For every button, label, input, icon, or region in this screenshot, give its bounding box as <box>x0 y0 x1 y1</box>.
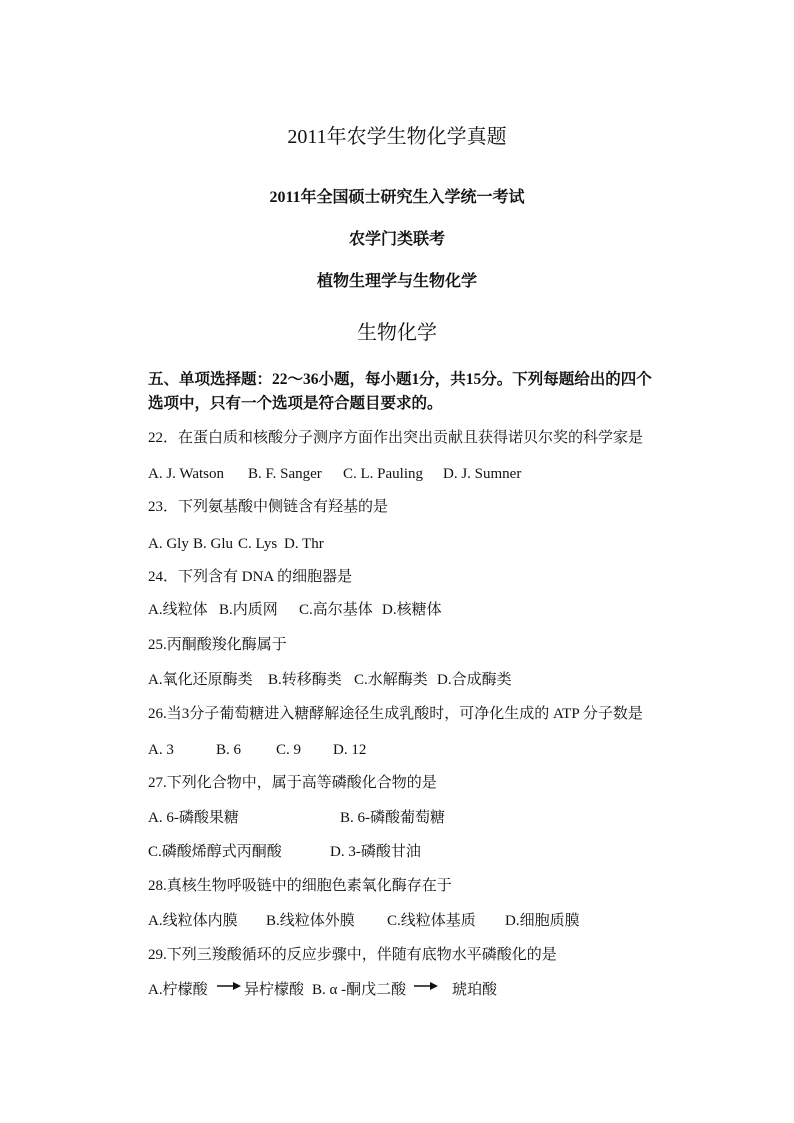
question-26-stem: 26.当3分子葡萄糖进入糖酵解途径生成乳酸时，可净化生成的 ATP 分子数是 <box>148 706 643 722</box>
question-27-option-c: C.磷酸烯醇式丙酮酸 <box>148 844 282 860</box>
exam-category: 农学门类联考 <box>348 231 445 248</box>
question-26-option-c: C. 9 <box>276 742 302 758</box>
question-24-option-c: C.高尔基体 <box>299 602 373 618</box>
question-24-option-a: A.线粒体 <box>148 602 208 618</box>
question-24-option-d: D.核糖体 <box>382 602 442 618</box>
question-25-option-a: A.氧化还原酶类 <box>148 672 253 688</box>
question-23-option-d: D. Thr <box>284 536 324 552</box>
question-23-option-a: A. Gly <box>148 536 189 552</box>
right-arrow-icon <box>414 981 438 991</box>
question-23-option-b: B. Glu <box>193 536 234 552</box>
exam-name: 2011年全国硕士研究生入学统一考试 <box>269 189 525 206</box>
question-22-option-a: A. J. Watson <box>148 466 225 482</box>
question-27-option-d: D. 3-磷酸甘油 <box>330 844 421 860</box>
question-27-option-a: A. 6-磷酸果糖 <box>148 810 239 826</box>
question-25-stem: 25.丙酮酸羧化酶属于 <box>148 637 287 653</box>
right-arrow-icon <box>217 981 241 991</box>
question-22-option-d: D. J. Sumner <box>443 466 522 482</box>
section-title: 生物化学 <box>357 322 437 344</box>
question-23-option-c: C. Lys <box>238 536 278 552</box>
question-28-stem: 28.真核生物呼吸链中的细胞色素氧化酶存在于 <box>148 878 452 894</box>
document-title: 2011年农学生物化学真题 <box>287 126 507 148</box>
question-22-stem: 22．在蛋白质和核酸分子测序方面作出突出贡献且获得诺贝尔奖的科学家是 <box>148 430 644 446</box>
question-27-option-b: B. 6-磷酸葡萄糖 <box>340 810 446 826</box>
question-27-stem: 27.下列化合物中，属于高等磷酸化合物的是 <box>148 775 437 791</box>
question-29-option-b-to: 琥珀酸 <box>452 982 498 998</box>
question-29-option-b-from: B. α -酮戊二酸 <box>312 982 407 998</box>
question-26-option-d: D. 12 <box>333 742 367 758</box>
question-23-stem: 23．下列氨基酸中侧链含有羟基的是 <box>148 499 389 515</box>
question-22-option-c: C. L. Pauling <box>343 466 424 482</box>
question-29-stem: 29.下列三羧酸循环的反应步骤中，伴随有底物水平磷酸化的是 <box>148 947 557 963</box>
question-26-option-a: A. 3 <box>148 742 174 758</box>
question-29-option-a-to: 异柠檬酸 <box>244 982 305 998</box>
question-28-option-a: A.线粒体内膜 <box>148 913 238 929</box>
exam-subject: 植物生理学与生物化学 <box>316 273 477 290</box>
instructions-line-2: 选项中，只有一个选项是符合题目要求的。 <box>148 395 443 412</box>
question-29-option-a-from: A.柠檬酸 <box>148 982 208 998</box>
question-24-stem: 24．下列含有 DNA 的细胞器是 <box>148 569 353 585</box>
question-26-option-b: B. 6 <box>216 742 242 758</box>
question-25-option-c: C.水解酶类 <box>354 672 428 688</box>
instructions-line-1: 五、单项选择题：22～36小题，每小题1分，共15分。下列每题给出的四个 <box>148 371 652 388</box>
question-24-option-b: B.内质网 <box>219 602 278 618</box>
question-25-option-d: D.合成酶类 <box>437 672 512 688</box>
question-25-option-b: B.转移酶类 <box>268 672 342 688</box>
question-28-option-b: B.线粒体外膜 <box>266 913 355 929</box>
question-28-option-d: D.细胞质膜 <box>505 913 580 929</box>
question-28-option-c: C.线粒体基质 <box>387 913 476 929</box>
question-22-option-b: B. F. Sanger <box>248 466 322 482</box>
